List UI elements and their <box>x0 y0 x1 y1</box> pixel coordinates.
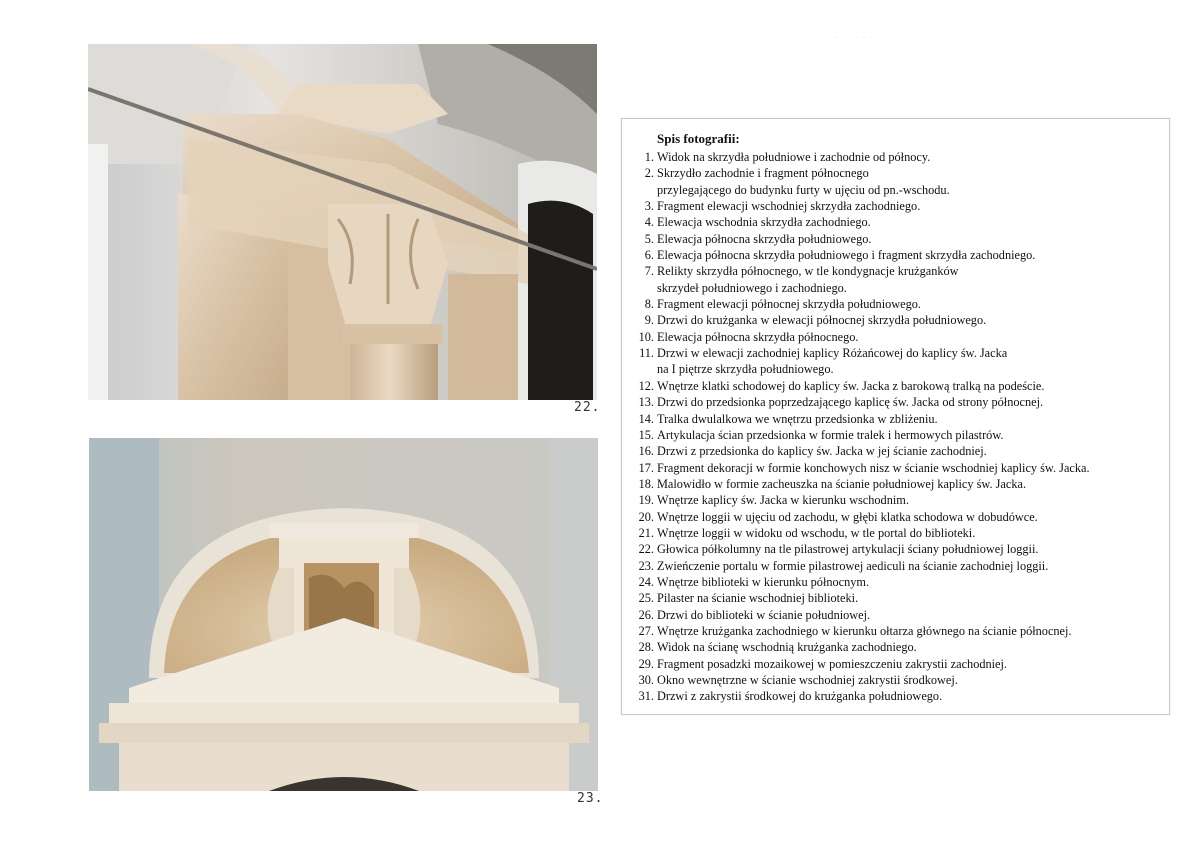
list-item-text: Zwieńczenie portalu w formie pilastrowej aediculi na ścianie zachodniej loggii. <box>657 558 1049 573</box>
list-item-text: Drzwi do przedsionka poprzedzającego kaplicę św. Jacka od strony północnej. <box>657 395 1044 410</box>
list-item-text: Wnętrze krużganka zachodniego w kierunku ołtarza głównego na ścianie północnej. <box>657 623 1072 638</box>
list-item-number: 26. <box>638 607 654 622</box>
list-item <box>622 656 1169 672</box>
list-item-text: Pilaster na ścianie wschodniej biblioteki. <box>657 591 859 606</box>
list-item <box>622 329 1169 345</box>
list-item <box>622 672 1169 688</box>
list-item <box>622 558 1169 574</box>
list-item-text: Głowica półkolumny na tle pilastrowej artykulacji ściany południowej loggii. <box>657 542 1039 557</box>
list-item-number: 30. <box>638 673 654 687</box>
list-item-number: 16. <box>638 444 654 459</box>
list-item-number: 4. <box>644 215 654 230</box>
list-item <box>622 345 1169 378</box>
list-item-text: Elewacja północna skrzydła południowego. <box>657 231 872 246</box>
list-item <box>622 149 1169 165</box>
list-item-number: 1. <box>644 150 654 164</box>
list-item <box>622 214 1169 230</box>
photo-list <box>622 149 1169 705</box>
list-item <box>622 411 1169 427</box>
photo-number: 23. <box>577 791 604 806</box>
list-item <box>622 427 1169 443</box>
list-item-text: Fragment posadzki mozaikowej w pomieszczeniu zakrystii zachodniej. <box>657 656 1008 671</box>
list-item <box>622 460 1169 476</box>
photo-column-capital <box>88 44 597 400</box>
list-item-number: 28. <box>638 640 654 655</box>
list-item-number: 14. <box>638 411 654 426</box>
list-item-number: 21. <box>638 525 654 540</box>
list-item-text: Wnętrze loggii w ujęciu od zachodu, w głębi klatka schodowa w dobudówce. <box>657 509 1038 524</box>
list-item <box>622 541 1169 557</box>
list-item <box>622 574 1169 590</box>
list-item-number: 11. <box>639 346 654 361</box>
list-item-text: Artykulacja ścian przedsionka w formie tralek i hermowych pilastrów. <box>657 427 1004 442</box>
list-item-number: 23. <box>638 558 654 573</box>
list-item-text: Skrzydło zachodnie i fragment północnego przylegającego do budynku furty w ujęciu od pn.-wschodu. <box>657 166 950 197</box>
list-item-text: Drzwi do krużganka w elewacji północnej skrzydła południowego. <box>657 313 987 328</box>
list-title: Spis fotografii: <box>657 131 740 146</box>
list-item-text: Okno wewnętrzne w ścianie wschodniej zakrystii środkowej. <box>657 673 958 687</box>
photo-portal-aedicula <box>89 438 598 791</box>
list-item-text: Wnętrze kaplicy św. Jacka w kierunku wschodnim. <box>657 493 909 508</box>
list-item-number: 2. <box>644 166 654 181</box>
list-item-number: 8. <box>644 297 654 312</box>
list-item-text: Fragment dekoracji w formie konchowych nisz w ścianie wschodniej kaplicy św. Jacka. <box>657 460 1090 475</box>
photo-list-panel <box>621 118 1170 715</box>
list-item-text: Elewacja północna skrzydła północnego. <box>657 329 859 344</box>
list-item-text: Widok na ścianę wschodnią krużganka zachodniego. <box>657 640 917 655</box>
list-item <box>622 639 1169 655</box>
list-item-number: 27. <box>638 623 654 638</box>
list-item <box>622 525 1169 541</box>
list-item <box>622 509 1169 525</box>
list-item-text: Drzwi z zakrystii środkowej do krużganka południowego. <box>657 689 943 704</box>
list-item-text: Wnętrze loggii w widoku od wschodu, w tle portal do biblioteki. <box>657 525 976 540</box>
list-item-number: 7. <box>644 264 654 279</box>
list-item <box>622 312 1169 328</box>
list-item-text: Drzwi w elewacji zachodniej kaplicy Różańcowej do kaplicy św. Jacka na I piętrze skrzydła południowego. <box>657 346 1008 377</box>
list-item <box>622 378 1169 394</box>
list-item-number: 24. <box>638 574 654 589</box>
list-item <box>622 231 1169 247</box>
list-item-number: 31. <box>638 689 654 704</box>
list-item-number: 10. <box>638 329 654 344</box>
list-item-text: Tralka dwulalkowa we wnętrzu przedsionka w zbliżeniu. <box>657 411 938 426</box>
list-item-number: 29. <box>638 656 654 671</box>
photo-number: 22. <box>574 400 601 415</box>
list-item-text: Fragment elewacji północnej skrzydła południowego. <box>657 297 921 312</box>
list-item <box>622 492 1169 508</box>
list-item <box>622 165 1169 198</box>
list-item <box>622 263 1169 296</box>
list-item-number: 9. <box>644 313 654 328</box>
list-item-text: Widok na skrzydła południowe i zachodnie od północy. <box>657 150 931 164</box>
list-item-number: 15. <box>638 427 654 442</box>
list-item-number: 19. <box>638 493 654 508</box>
list-item-number: 13. <box>638 395 654 410</box>
list-item-number: 17. <box>638 460 654 475</box>
list-item <box>622 198 1169 214</box>
list-item-number: 25. <box>638 591 654 606</box>
list-item-text: Relikty skrzydła północnego, w tle kondygnacje krużganków skrzydeł południowego i zachodniego. <box>657 264 959 295</box>
list-item-text: Drzwi do biblioteki w ścianie południowej. <box>657 607 871 622</box>
list-item-number: 18. <box>638 476 654 491</box>
list-item <box>622 394 1169 410</box>
list-item-text: Elewacja północna skrzydła południowego i fragment skrzydła zachodniego. <box>657 248 1036 263</box>
list-item-number: 5. <box>644 231 654 246</box>
list-item <box>622 476 1169 492</box>
list-item <box>622 296 1169 312</box>
list-item <box>622 590 1169 606</box>
list-item-text: Wnętrze biblioteki w kierunku północnym. <box>657 574 870 589</box>
list-item-text: Wnętrze klatki schodowej do kaplicy św. Jacka z barokową tralką na podeście. <box>657 378 1045 393</box>
list-item <box>622 443 1169 459</box>
list-item <box>622 607 1169 623</box>
list-item-number: 20. <box>638 509 654 524</box>
list-item-text: Malowidło w formie zacheuszka na ścianie południowej kaplicy św. Jacka. <box>657 476 1027 491</box>
list-item <box>622 247 1169 263</box>
list-item-number: 3. <box>644 199 654 214</box>
list-item-number: 12. <box>638 378 654 393</box>
list-item <box>622 623 1169 639</box>
list-item-text: Drzwi z przedsionka do kaplicy św. Jacka w jej ścianie zachodniej. <box>657 444 987 459</box>
list-item-number: 22. <box>638 542 654 557</box>
list-item-text: Fragment elewacji wschodniej skrzydła zachodniego. <box>657 199 921 214</box>
list-item <box>622 688 1169 704</box>
bleed-through-text: · · · · · · · · · <box>820 30 880 44</box>
list-item-text: Elewacja wschodnia skrzydła zachodniego. <box>657 215 871 230</box>
list-item-number: 6. <box>644 248 654 263</box>
